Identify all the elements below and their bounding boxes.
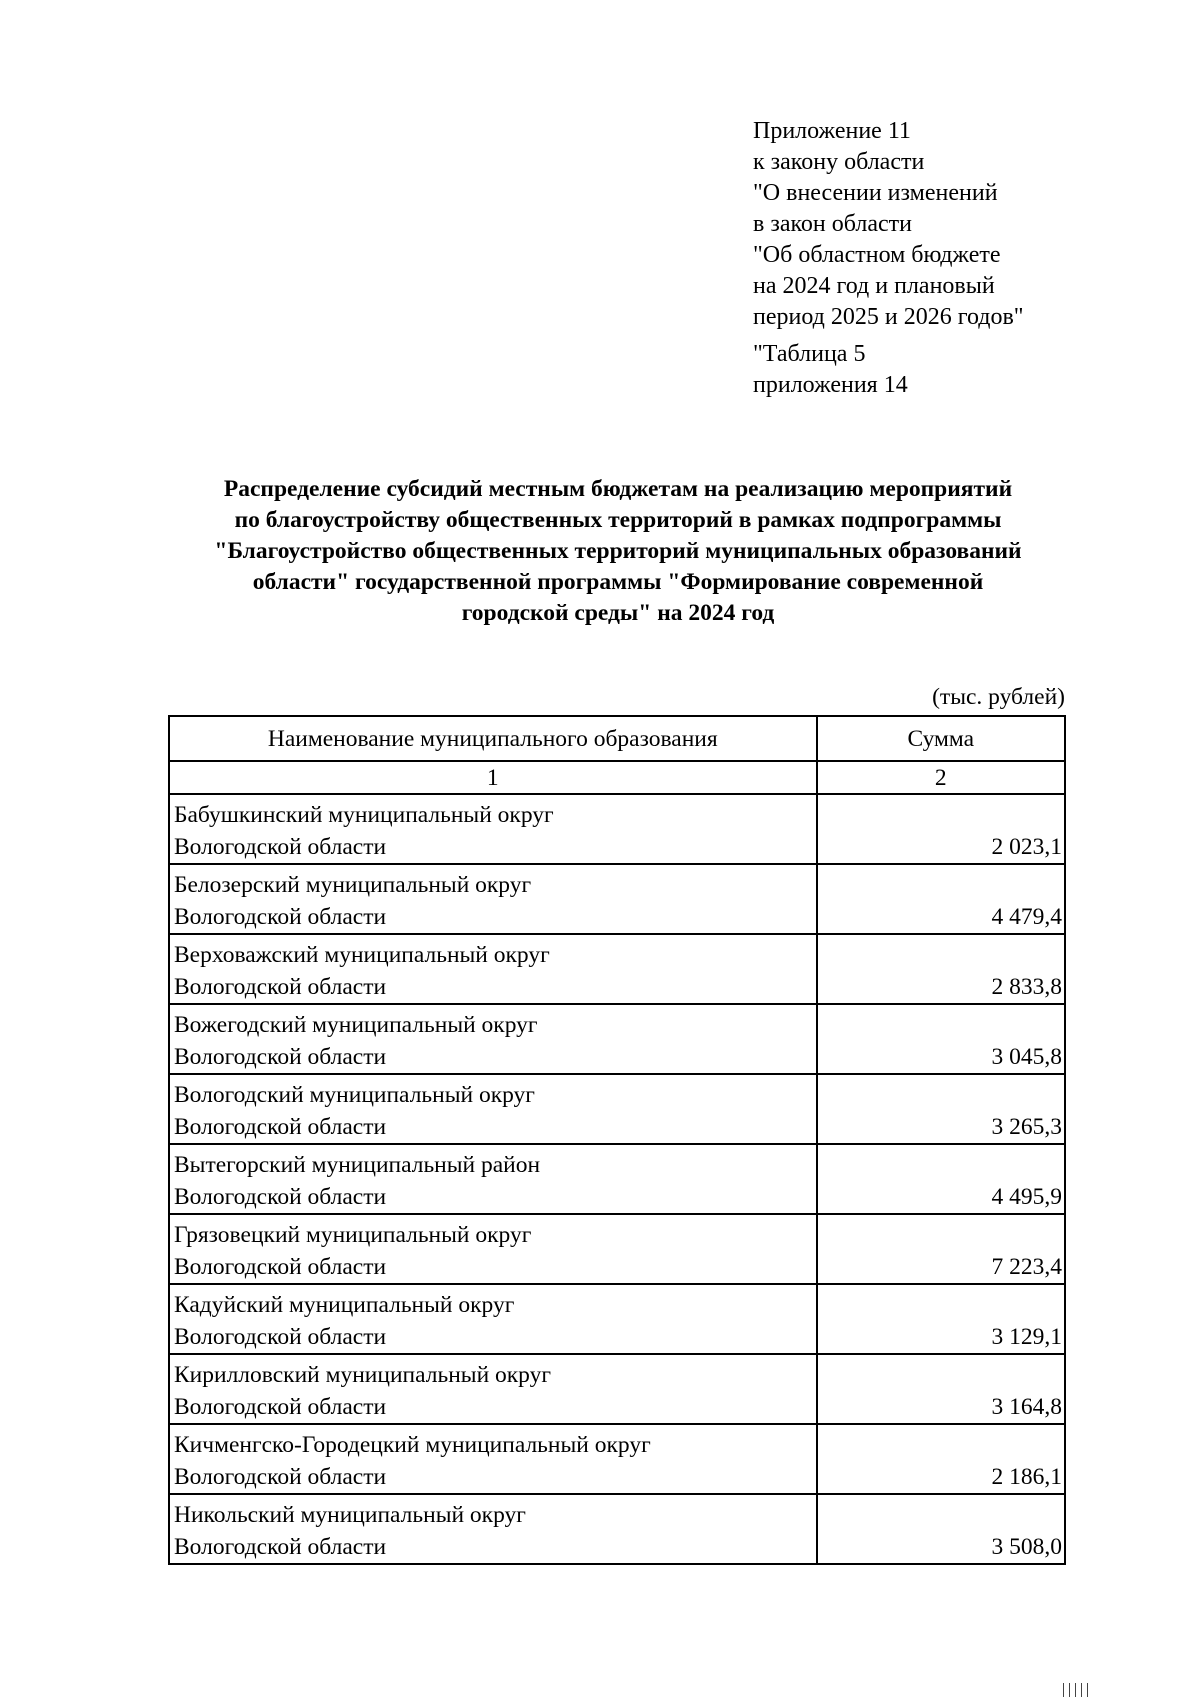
amount-cell: 2 023,1 <box>817 794 1065 864</box>
table-row <box>169 794 1065 864</box>
municipality-name: Вытегорский муниципальный район <box>174 1152 541 1178</box>
table-row <box>169 1074 1065 1144</box>
municipality-name: Вожегодский муниципальный округ <box>174 1012 538 1038</box>
column-header-sum: Сумма <box>817 716 1065 761</box>
municipality-name-cell <box>169 1354 817 1424</box>
municipality-name-cell <box>169 1214 817 1284</box>
attachment-block <box>753 116 1024 401</box>
amount-cell: 4 495,9 <box>817 1144 1065 1214</box>
amount-cell: 2 833,8 <box>817 934 1065 1004</box>
municipality-name-cell <box>169 1424 817 1494</box>
municipality-name: Белозерский муниципальный округ <box>174 872 532 898</box>
attachment-line: Приложение 11 <box>753 118 911 144</box>
municipality-name-cell <box>169 1074 817 1144</box>
attachment-line: "О внесении изменений <box>753 180 998 206</box>
municipality-region: Вологодской области <box>174 1184 387 1210</box>
table-row <box>169 864 1065 934</box>
attachment-line: "Об областном бюджете <box>753 242 1001 268</box>
municipality-region: Вологодской области <box>174 1324 387 1350</box>
municipality-region: Вологодской области <box>174 1464 387 1490</box>
table-row <box>169 1214 1065 1284</box>
amount-cell: 4 479,4 <box>817 864 1065 934</box>
municipality-name-cell <box>169 1494 817 1564</box>
title-line: по благоустройству общественных территорий в рамках подпрограммы <box>234 507 1002 533</box>
scan-mark <box>1081 1683 1082 1697</box>
municipality-region: Вологодской области <box>174 834 387 860</box>
municipality-region: Вологодской области <box>174 974 387 1000</box>
column-number: 1 <box>169 761 817 794</box>
table-reference-line: "Таблица 5 <box>753 341 866 367</box>
column-number: 2 <box>817 761 1065 794</box>
table-row <box>169 1284 1065 1354</box>
scan-mark <box>1069 1683 1070 1697</box>
amount-cell: 3 045,8 <box>817 1004 1065 1074</box>
table-row <box>169 1494 1065 1564</box>
scan-mark <box>1075 1683 1076 1697</box>
attachment-line: в закон области <box>753 211 912 237</box>
amount-cell: 7 223,4 <box>817 1214 1065 1284</box>
attachment-line: на 2024 год и плановый <box>753 273 995 299</box>
table-row <box>169 1144 1065 1214</box>
table-header-row <box>169 716 1065 761</box>
municipality-name-cell <box>169 1284 817 1354</box>
municipality-name: Кичменгско-Городецкий муниципальный округ <box>174 1432 651 1458</box>
municipality-name-cell <box>169 1144 817 1214</box>
municipality-name-cell <box>169 934 817 1004</box>
amount-cell: 3 129,1 <box>817 1284 1065 1354</box>
municipality-name-cell <box>169 864 817 934</box>
municipality-name: Никольский муниципальный округ <box>174 1502 526 1528</box>
municipality-name: Кадуйский муниципальный округ <box>174 1292 515 1318</box>
table-row <box>169 934 1065 1004</box>
table-row <box>169 1354 1065 1424</box>
subsidy-distribution-table <box>168 715 1066 1565</box>
title-line: "Благоустройство общественных территорий муниципальных образований <box>214 538 1022 564</box>
title-line: городской среды" на 2024 год <box>461 600 775 626</box>
municipality-region: Вологодской области <box>174 904 387 930</box>
title-line: Распределение субсидий местным бюджетам на реализацию мероприятий <box>223 476 1013 502</box>
municipality-name: Грязовецкий муниципальный округ <box>174 1222 532 1248</box>
amount-cell: 3 164,8 <box>817 1354 1065 1424</box>
municipality-name: Вологодский муниципальный округ <box>174 1082 535 1108</box>
municipality-name-cell <box>169 1004 817 1074</box>
amount-cell: 2 186,1 <box>817 1424 1065 1494</box>
municipality-name: Верховажский муниципальный округ <box>174 942 550 968</box>
municipality-name: Бабушкинский муниципальный округ <box>174 802 554 828</box>
table-reference-line: приложения 14 <box>753 372 908 398</box>
municipality-region: Вологодской области <box>174 1044 387 1070</box>
document-title <box>120 474 1116 629</box>
column-header-name: Наименование муниципального образования <box>169 716 817 761</box>
amount-cell: 3 265,3 <box>817 1074 1065 1144</box>
units-label: (тыс. рублей) <box>932 684 1065 710</box>
municipality-region: Вологодской области <box>174 1114 387 1140</box>
municipality-region: Вологодской области <box>174 1394 387 1420</box>
municipality-region: Вологодской области <box>174 1534 387 1560</box>
amount-cell: 3 508,0 <box>817 1494 1065 1564</box>
municipality-name-cell <box>169 794 817 864</box>
scan-mark <box>1063 1683 1064 1697</box>
table-row <box>169 1424 1065 1494</box>
title-line: области" государственной программы "Формирование современной <box>252 569 984 595</box>
scan-mark <box>1087 1683 1088 1697</box>
attachment-line: к закону области <box>753 149 925 175</box>
attachment-line: период 2025 и 2026 годов" <box>753 304 1024 330</box>
municipality-region: Вологодской области <box>174 1254 387 1280</box>
municipality-name: Кирилловский муниципальный округ <box>174 1362 552 1388</box>
table-reference <box>753 339 1024 401</box>
table-row <box>169 1004 1065 1074</box>
column-numbers-row <box>169 761 1065 794</box>
scan-artifact-marks <box>1063 1683 1123 1697</box>
